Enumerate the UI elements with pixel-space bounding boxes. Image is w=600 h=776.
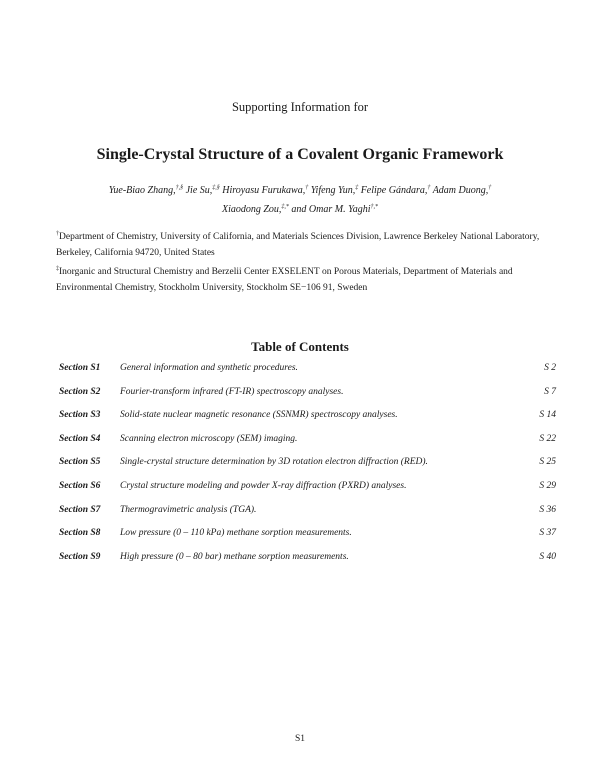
author-name: Jie Su, xyxy=(185,185,213,196)
toc-section-description: General information and synthetic procedures. xyxy=(120,363,298,373)
author-name: Xiaodong Zou, xyxy=(221,204,282,215)
affiliation-stockholm xyxy=(56,264,548,296)
author-name: Yue-Biao Zhang, xyxy=(108,185,176,196)
toc-page-number: S 29 xyxy=(539,480,556,491)
author-marks: ‡ xyxy=(355,185,359,191)
toc-section-label: Section S3 xyxy=(59,410,101,421)
author xyxy=(109,185,183,196)
toc-row[interactable] xyxy=(59,382,556,406)
page-number: S1 xyxy=(294,734,306,744)
affiliation-text: Department of Chemistry, University of California, and Materials Sciences Division, Lawrence Berkeley National Laboratory, Berkeley, California 94720, United States xyxy=(56,232,540,258)
author-marks: † xyxy=(427,185,431,191)
author xyxy=(222,185,308,196)
author xyxy=(361,185,431,196)
toc-page-number: S 40 xyxy=(539,551,556,562)
supporting-info-heading: Supporting Information for xyxy=(231,100,369,114)
toc-section-label: Section S5 xyxy=(59,457,101,468)
toc-section-label: Section S1 xyxy=(59,363,101,373)
toc-row[interactable] xyxy=(59,547,556,571)
author-name: Yifeng Yun, xyxy=(310,185,356,196)
author-marks: ‡,* xyxy=(281,204,289,210)
author-name: Felipe Gándara, xyxy=(360,185,428,196)
toc-section-description: Fourier-transform infrared (FT-IR) spectroscopy analyses. xyxy=(120,386,344,397)
author xyxy=(222,204,289,215)
author-list xyxy=(70,181,530,219)
toc-page-number: S 14 xyxy=(539,410,556,421)
author-marks: † xyxy=(305,185,309,191)
paper-title: Single-Crystal Structure of a Covalent Organic Framework xyxy=(96,146,504,163)
toc-heading: Table of Contents xyxy=(251,339,349,354)
author-marks: ‡,§ xyxy=(212,185,220,191)
table-of-contents xyxy=(59,358,556,570)
toc-row[interactable] xyxy=(59,358,556,382)
toc-page-number: S 37 xyxy=(539,528,556,539)
author-name: Adam Duong, xyxy=(432,185,489,196)
toc-section-label: Section S4 xyxy=(59,433,101,444)
toc-section-description: Scanning electron microscopy (SEM) imaging. xyxy=(120,433,298,444)
affiliation-mark: ‡ xyxy=(56,266,59,272)
toc-section-description: Single-crystal structure determination by 3D rotation electron diffraction (RED). xyxy=(120,457,428,468)
author xyxy=(311,185,358,196)
affiliation-berkeley xyxy=(56,229,548,261)
author xyxy=(433,185,492,196)
author xyxy=(291,204,378,215)
toc-page-number: S 36 xyxy=(539,504,556,515)
toc-row[interactable] xyxy=(59,500,556,524)
toc-section-description: Thermogravimetric analysis (TGA). xyxy=(120,504,257,515)
toc-page-number: S 7 xyxy=(544,386,556,397)
toc-section-description: High pressure (0 – 80 bar) methane sorption measurements. xyxy=(120,551,349,562)
toc-row[interactable] xyxy=(59,523,556,547)
toc-row[interactable] xyxy=(59,452,556,476)
toc-section-description: Solid-state nuclear magnetic resonance (SSNMR) spectroscopy analyses. xyxy=(120,410,398,421)
toc-section-description: Low pressure (0 – 110 kPa) methane sorption measurements. xyxy=(120,528,352,539)
toc-section-label: Section S7 xyxy=(59,504,101,515)
affiliation-mark: † xyxy=(56,231,59,237)
toc-row[interactable] xyxy=(59,476,556,500)
toc-row[interactable] xyxy=(59,405,556,429)
author xyxy=(186,185,220,196)
author-marks: † xyxy=(488,185,492,191)
author-name: Hiroyasu Furukawa, xyxy=(222,185,306,196)
toc-section-label: Section S8 xyxy=(59,528,101,539)
toc-page-number: S 25 xyxy=(539,457,556,468)
author-marks: †,§ xyxy=(175,185,184,191)
toc-row[interactable] xyxy=(59,429,556,453)
affiliation-text: Inorganic and Structural Chemistry and Berzelii Center EXSELENT on Porous Materials, Department of Materials and Environmental Chemistry, Stockholm University, Stockholm SE−106 91, Sweden xyxy=(56,267,513,293)
toc-page-number: S 2 xyxy=(544,363,556,373)
toc-section-label: Section S6 xyxy=(59,480,101,491)
author-marks: †,* xyxy=(370,204,379,210)
toc-section-label: Section S2 xyxy=(59,386,101,397)
author-name: and Omar M. Yaghi xyxy=(291,204,371,215)
toc-section-description: Crystal structure modeling and powder X-ray diffraction (PXRD) analyses. xyxy=(120,480,407,491)
toc-section-label: Section S9 xyxy=(59,551,101,562)
toc-page-number: S 22 xyxy=(539,433,556,444)
